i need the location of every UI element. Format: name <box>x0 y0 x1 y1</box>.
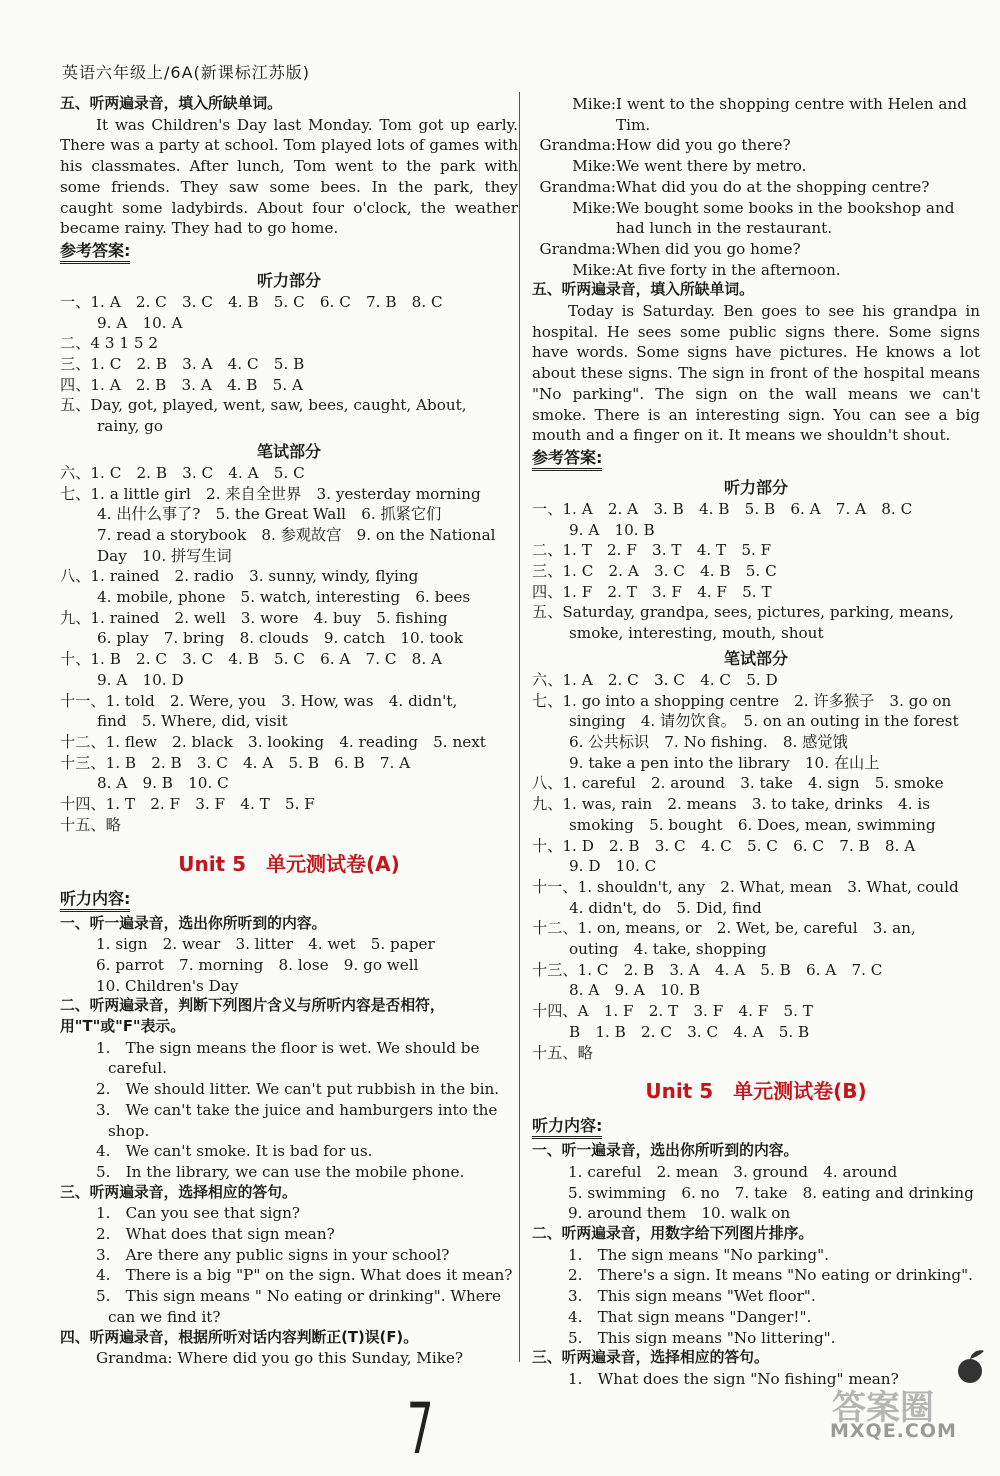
speaker: Mike: <box>572 95 616 113</box>
question-title: 三、听两遍录音，选择相应的答句。 <box>60 1183 297 1201</box>
answer-line: 二、4 3 1 5 2 <box>60 334 158 353</box>
answer-line: 9. A 10. A <box>97 313 183 332</box>
dialog-line <box>532 177 980 198</box>
answer-line: smoke, interesting, mouth, shout <box>569 624 824 643</box>
answer-line: 十五、略 <box>532 1043 593 1062</box>
question-line: 3. Are there any public signs in your school? <box>96 1245 450 1264</box>
utterance: How did you go there? <box>616 136 791 155</box>
answer-line: 一、1. A 2. C 3. C 4. B 5. C 6. C 7. B 8. C <box>60 292 443 311</box>
answer-line: find 5. Where, did, visit <box>97 712 288 731</box>
answer-line: 六、1. C 2. B 3. C 4. A 5. C <box>60 463 305 482</box>
question-line: can we find it? <box>108 1307 221 1326</box>
question-line: 10. Children's Day <box>96 976 239 995</box>
utterance: We bought some books in the bookshop and had lunch in the restaurant. <box>616 198 955 238</box>
question-line: 5. This sign means " No eating or drinking". Where <box>96 1287 501 1306</box>
answer-line: B 1. B 2. C 3. C 4. A 5. B <box>569 1022 810 1041</box>
answer-line: 四、1. F 2. T 3. F 4. F 5. T <box>532 582 772 601</box>
question-line: 6. parrot 7. morning 8. lose 9. go well <box>96 955 419 974</box>
answer-line: 8. A 9. B 10. C <box>97 774 229 793</box>
answer-line: 一、1. A 2. A 3. B 4. B 5. B 6. A 7. A 8. C <box>532 499 913 518</box>
answer-line: 十一、1. shouldn't, any 2. What, mean 3. What, could <box>532 877 959 896</box>
utterance: We went there by metro. <box>616 157 807 176</box>
column-divider <box>519 92 520 1362</box>
answer-line: 六、1. A 2. C 3. C 4. C 5. D <box>532 670 778 689</box>
question-line: 5. This sign means "No littering". <box>568 1328 836 1347</box>
question-title: 一、听一遍录音，选出你所听到的内容。 <box>532 1142 799 1160</box>
speaker: Mike: <box>572 260 616 279</box>
question-line: 1. sign 2. wear 3. litter 4. wet 5. paper <box>96 935 435 954</box>
question-line: 3. We can't take the juice and hamburgers into the <box>96 1100 498 1119</box>
speaker: Mike: <box>572 198 616 217</box>
listening-content-heading: 听力内容: <box>60 889 130 912</box>
listening-content-heading: 听力内容: <box>532 1116 602 1139</box>
utterance: I went to the shopping centre with Helen and Tim. <box>616 95 967 134</box>
running-header: 英语六年级上/6A(新课标江苏版) <box>62 63 311 82</box>
question-line: 1. Can you see that sign? <box>96 1204 301 1223</box>
answer-line: 五、Day, got, played, went, saw, bees, caught, About, <box>60 396 467 415</box>
answer-line: 十五、略 <box>60 815 121 834</box>
written-part-heading: 笔试部分 <box>256 441 321 461</box>
answer-line: 三、1. C 2. A 3. C 4. B 5. C <box>532 562 777 581</box>
question-line: 2. There's a sign. It means "No eating or drinking". <box>568 1266 973 1285</box>
question-line: 5. swimming 6. no 7. take 8. eating and drinking <box>568 1183 974 1202</box>
listening-passage: Today is Saturday. Ben goes to see his grandpa in hospital. He sees some public signs there. Some signs have words. Some signs have pictures. He knows a lot about these signs. The sign in front of the hospital means "No parking". The sign on the wall means we can't smoke. There is an interesting sign. You can see a big mouth and a finger on it. It means we shouldn't shout. <box>532 302 980 445</box>
apple-logo-icon <box>948 1345 996 1385</box>
left-column <box>60 94 518 1369</box>
answer-line: 八、1. careful 2. around 3. take 4. sign 5. smoke <box>532 774 944 793</box>
answer-line: 十一、1. told 2. Were, you 3. How, was 4. didn't, <box>60 691 458 710</box>
dialog-line <box>532 239 980 260</box>
utterance: When did you go home? <box>616 239 801 258</box>
question-line: 3. This sign means "Wet floor". <box>568 1287 816 1306</box>
answer-line: smoking 5. bought 6. Does, mean, swimming <box>569 815 936 834</box>
dialog-line <box>532 156 980 177</box>
question-line: careful. <box>108 1059 167 1078</box>
answer-line: 8. A 9. A 10. B <box>569 981 701 1000</box>
answer-line: 三、1. C 2. B 3. A 4. C 5. B <box>60 355 305 374</box>
question-title: 二、听两遍录音，判断下列图片含义与所听内容是否相符， <box>60 997 445 1015</box>
answer-line: 十二、1. flew 2. black 3. looking 4. reading 5. next <box>60 732 486 751</box>
question-title: 用"T"或"F"表示。 <box>60 1018 186 1036</box>
question-line: 1. What does the sign "No fishing" mean? <box>568 1369 899 1388</box>
answer-line: 十、1. B 2. C 3. C 4. B 5. C 6. A 7. C 8. A <box>60 650 442 669</box>
question-line: 9. around them 10. walk on <box>568 1204 791 1223</box>
answer-line: 十三、1. C 2. B 3. A 4. A 5. B 6. A 7. C <box>532 960 883 979</box>
utterance: At five forty in the afternoon. <box>616 260 841 279</box>
unit-test-title: Unit 5 单元测试卷(A) <box>178 851 400 876</box>
answer-line: 9. A 10. D <box>97 670 184 689</box>
answer-line: 4. mobile, phone 5. watch, interesting 6. bees <box>97 588 471 607</box>
question-line: 2. We should litter. We can't put rubbish in the bin. <box>96 1080 500 1099</box>
answer-line: 十四、1. T 2. F 3. F 4. T 5. F <box>60 795 315 814</box>
section-title: 五、听两遍录音，填入所缺单词。 <box>60 95 282 112</box>
speaker: Grandma: <box>539 239 616 258</box>
answer-line: 6. play 7. bring 8. clouds 9. catch 10. took <box>97 629 463 648</box>
answer-line: rainy, go <box>97 417 164 436</box>
question-line: 4. We can't smoke. It is bad for us. <box>96 1142 373 1161</box>
dialog-line <box>532 198 980 239</box>
dialog-line <box>532 94 980 135</box>
question-title: 一、听一遍录音，选出你所听到的内容。 <box>60 914 327 932</box>
answer-line: 9. take a pen into the library 10. 在山上 <box>569 753 880 772</box>
speaker: Mike: <box>572 157 616 176</box>
answer-line: 9. A 10. B <box>569 520 655 539</box>
question-title: 四、听两遍录音，根据所听对话内容判断正(T)误(F)。 <box>60 1328 418 1346</box>
question-line: shop. <box>108 1121 150 1140</box>
unit-test-title: Unit 5 单元测试卷(B) <box>645 1079 867 1104</box>
question-line: 4. That sign means "Danger!". <box>568 1307 812 1326</box>
answer-line: 9. D 10. C <box>569 857 657 876</box>
answer-line: 八、1. rained 2. radio 3. sunny, windy, flying <box>60 567 419 586</box>
answer-line: 十四、A 1. F 2. T 3. F 4. F 5. T <box>532 1002 813 1021</box>
question-line: 5. In the library, we can use the mobile phone. <box>96 1162 465 1181</box>
question-line: 2. What does that sign mean? <box>96 1225 335 1244</box>
answer-line: 7. read a storybook 8. 参观故宫 9. on the National <box>97 525 496 544</box>
question-title: 三、听两遍录音，选择相应的答句。 <box>532 1349 769 1367</box>
answer-line: 十三、1. B 2. B 3. C 4. A 5. B 6. B 7. A <box>60 753 411 772</box>
answer-line: 四、1. A 2. B 3. A 4. B 5. A <box>60 375 303 394</box>
answer-line: 十、1. D 2. B 3. C 4. C 5. C 6. C 7. B 8. A <box>532 836 916 855</box>
listening-part-heading: 听力部分 <box>723 477 788 497</box>
answer-line: singing 4. 请勿饮食。 5. on an outing in the forest <box>569 712 959 731</box>
dialog-line: Grandma: Where did you go this Sunday, Mike? <box>96 1349 464 1368</box>
dialog-line <box>532 260 980 281</box>
answer-line: 十二、1. on, means, or 2. Wet, be, careful 3. an, <box>532 919 916 938</box>
answers-heading: 参考答案: <box>60 241 130 264</box>
answer-line: 6. 公共标识 7. No fishing. 8. 感觉饿 <box>569 732 848 751</box>
section-title: 五、听两遍录音，填入所缺单词。 <box>532 281 754 299</box>
utterance: What did you do at the shopping centre? <box>616 177 930 196</box>
watermark-text: MXQE.COM <box>830 1420 957 1442</box>
question-line: 4. There is a big "P" on the sign. What does it mean? <box>96 1266 513 1285</box>
written-part-heading: 笔试部分 <box>723 648 788 668</box>
answers-heading: 参考答案: <box>532 448 602 471</box>
question-line: 1. The sign means "No parking". <box>568 1245 829 1264</box>
answer-line: 4. didn't, do 5. Did, find <box>569 898 762 917</box>
page-number: 7 <box>406 1388 434 1470</box>
speaker: Grandma: <box>539 136 616 155</box>
dialog <box>532 94 980 280</box>
answer-line: Day 10. 拼写生词 <box>97 546 232 565</box>
right-column <box>532 94 980 1390</box>
answer-line: 七、1. go into a shopping centre 2. 许多猴子 3. go on <box>532 691 952 710</box>
answer-line: 七、1. a little girl 2. 来自全世界 3. yesterday morning <box>60 484 481 503</box>
answer-line: 二、1. T 2. F 3. T 4. T 5. F <box>532 541 772 560</box>
answer-line: 九、1. rained 2. well 3. wore 4. buy 5. fishing <box>60 608 448 627</box>
answer-line: 九、1. was, rain 2. means 3. to take, drinks 4. is <box>532 795 931 814</box>
answer-line: outing 4. take, shopping <box>569 940 767 959</box>
answer-line: 4. 出什么事了? 5. the Great Wall 6. 抓紧它们 <box>97 505 442 524</box>
question-title: 二、听两遍录音，用数字给下列图片排序。 <box>532 1225 814 1243</box>
question-line: 1. careful 2. mean 3. ground 4. around <box>568 1162 898 1181</box>
question-line: 1. The sign means the floor is wet. We should be <box>96 1038 480 1057</box>
watermark-logo: 答案圈 <box>832 1388 934 1428</box>
listening-part-heading: 听力部分 <box>256 270 321 290</box>
dialog-line <box>532 135 980 156</box>
listening-passage: It was Children's Day last Monday. Tom got up early. There was a party at school. Tom played lots of games with his classmates. After lunch, Tom went to the park with some friends. They saw some bees. In the park, they caught some ladybirds. About four o'clock, the weather became rainy. They had to go home. <box>60 115 518 238</box>
answer-line: 五、Saturday, grandpa, sees, pictures, parking, means, <box>532 603 954 622</box>
speaker: Grandma: <box>539 177 616 196</box>
